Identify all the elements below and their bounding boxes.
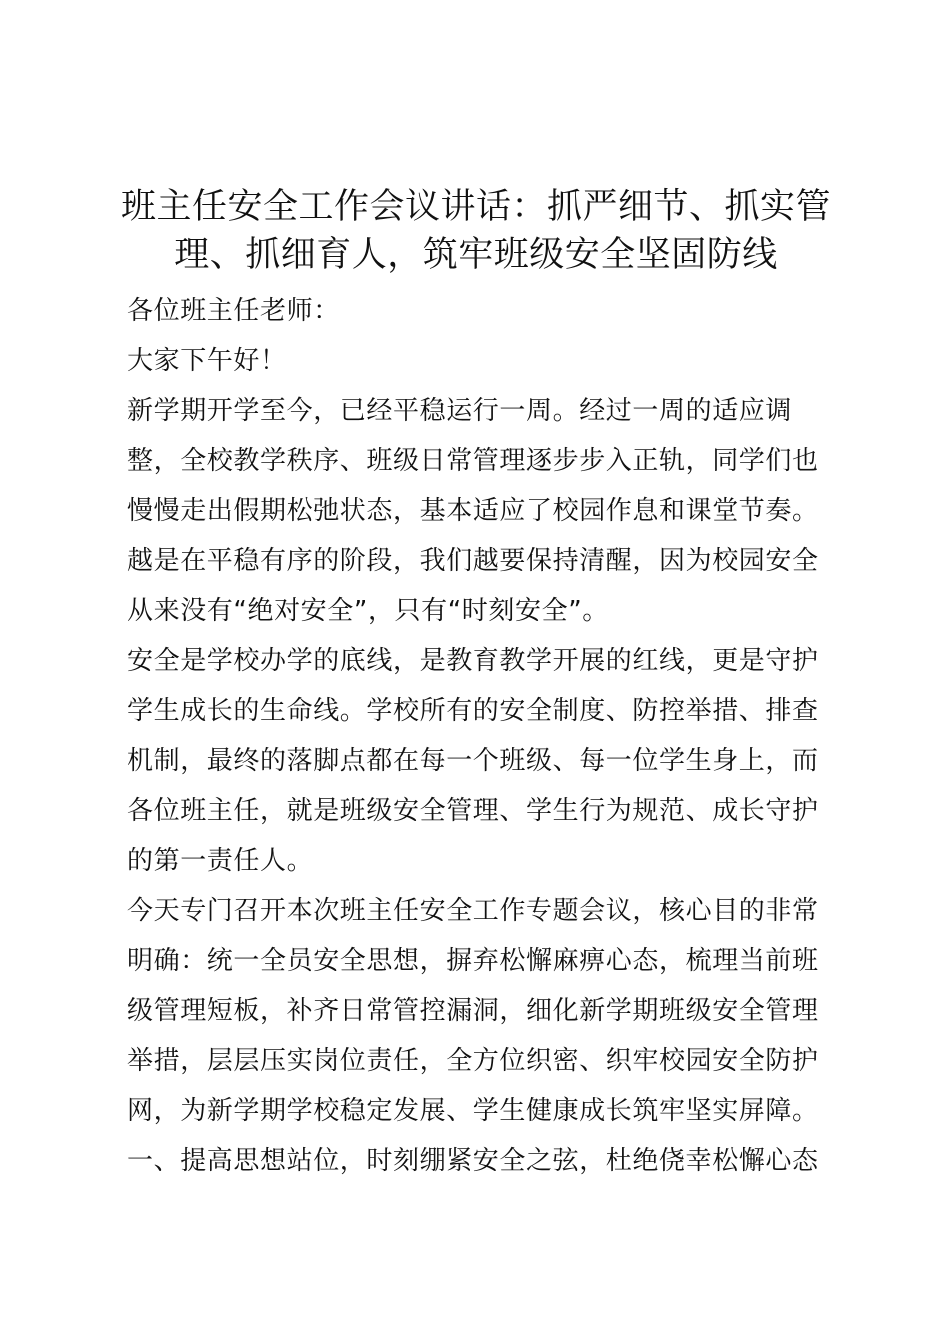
paragraph: 安全是学校办学的底线，是教育教学开展的红线，更是守护学生成长的生命线。学校所有的安全制度、防控举措、排查机制，最终的落脚点都在每一个班级、每一位学生身上，而各位班主任，就是班级安全管理、学生行为规范、成长守护的第一责任人。 [127,646,819,876]
document-body [127,286,839,1186]
document-title: 班主任安全工作会议讲话：抓严细节、抓实管理、抓细育人，筑牢班级安全坚固防线 [120,187,831,275]
paragraph: 新学期开学至今，已经平稳运行一周。经过一周的适应调整，全校教学秩序、班级日常管理逐步步入正轨，同学们也慢慢走出假期松弛状态，基本适应了校园作息和课堂节奏。越是在平稳有序的阶段，我们越要保持清醒，因为校园安全从来没有“绝对安全”，只有“时刻安全”。 [127,396,819,626]
greeting: 大家下午好！ [127,346,287,376]
section-heading: 一、提高思想站位，时刻绷紧安全之弦，杜绝侥幸松懈心态 [127,1146,819,1176]
salutation: 各位班主任老师： [127,296,340,326]
paragraph: 今天专门召开本次班主任安全工作专题会议，核心目的非常明确：统一全员安全思想，摒弃松懈麻痹心态，梳理当前班级管理短板，补齐日常管控漏洞，细化新学期班级安全管理举措，层层压实岗位责任，全方位织密、织牢校园安全防护网，为新学期学校稳定发展、学生健康成长筑牢坚实屏障。 [127,896,819,1126]
